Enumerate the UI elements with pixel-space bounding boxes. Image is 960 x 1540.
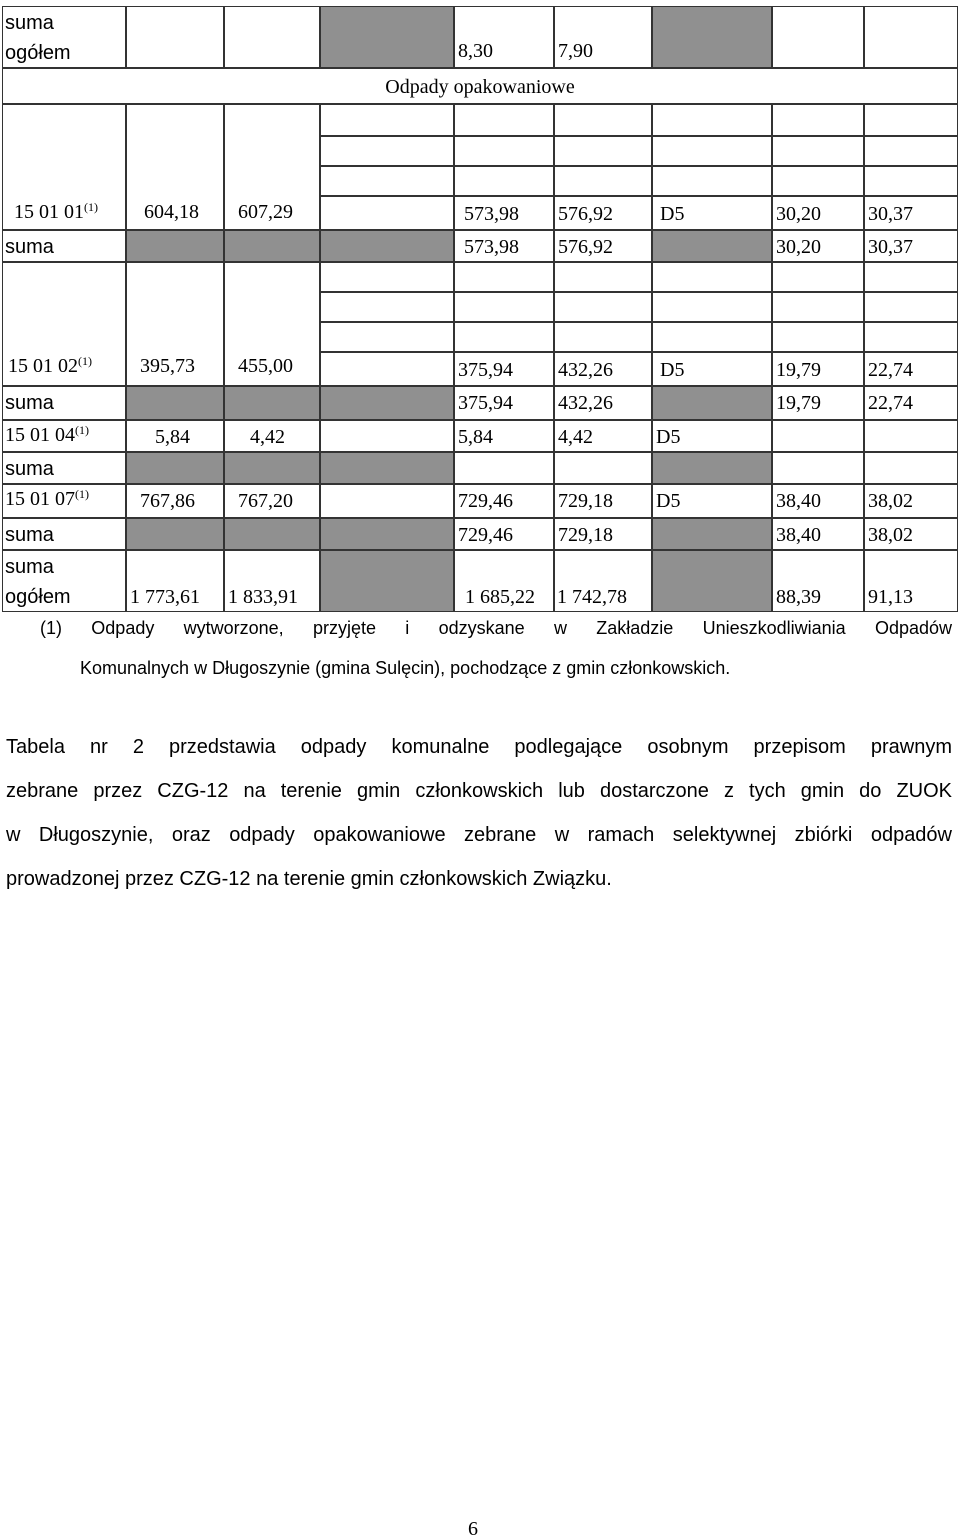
table-value: 4,42 — [558, 426, 593, 448]
table-cell — [454, 292, 554, 322]
table-cell — [454, 322, 554, 352]
table-cell — [320, 352, 454, 386]
paragraph-line: prowadzonej przez CZG-12 na terenie gmin członkowskich Związku. — [6, 868, 612, 890]
table-value: 30,37 — [868, 236, 913, 258]
table-cell — [772, 6, 864, 68]
table-value: 767,86 — [140, 490, 195, 512]
table-cell — [126, 6, 224, 68]
paragraph-line: w Długoszynie, oraz odpady opakowaniowe zebrane w ramach selektywnej zbiórki odpadów — [6, 824, 952, 846]
waste-code: 15 01 01$^{(1)}$ — [14, 200, 98, 223]
table-value: 395,73 — [140, 355, 195, 377]
footnote-line: Komunalnych w Długoszynie (gmina Sulęcin), pochodzące z gmin członkowskich. — [80, 658, 731, 678]
table-cell — [320, 166, 454, 196]
table-cell-shaded — [652, 518, 772, 550]
table-value: 573,98 — [464, 236, 519, 258]
table-cell — [320, 484, 454, 518]
summary-value: 1 773,61 — [130, 586, 200, 608]
table-cell — [320, 292, 454, 322]
table-cell-shaded — [652, 550, 772, 612]
table-value: 4,42 — [250, 426, 285, 448]
table-value: 573,98 — [464, 203, 519, 225]
summary-label-ogolem: ogółem — [5, 586, 71, 608]
table-value: D5 — [660, 203, 685, 225]
table-cell-shaded — [320, 518, 454, 550]
table-cell — [554, 262, 652, 292]
footnote-line: (1) Odpady wytworzone, przyjęte i odzyskane w Zakładzie Unieszkodliwiania Odpadów — [40, 618, 952, 638]
summary-value: 8,30 — [458, 40, 493, 62]
table-value: 19,79 — [776, 359, 821, 381]
table-value: 455,00 — [238, 355, 293, 377]
table-value: 729,46 — [458, 524, 513, 546]
summary-label-suma: suma — [5, 12, 54, 34]
table-cell — [864, 262, 958, 292]
table-cell-shaded — [224, 230, 320, 262]
table-cell — [864, 166, 958, 196]
section-title: Odpady opakowaniowe — [385, 76, 575, 98]
waste-code: 15 01 02$^{(1)}$ — [8, 354, 92, 377]
summary-value: 7,90 — [558, 40, 593, 62]
table-cell-shaded — [224, 518, 320, 550]
table-value: 432,26 — [558, 359, 613, 381]
waste-code: 15 01 07$^{(1)}$ — [5, 487, 89, 510]
table-cell — [454, 166, 554, 196]
table-cell-shaded — [224, 452, 320, 484]
table-value: D5 — [656, 426, 681, 448]
table-cell — [320, 420, 454, 452]
table-cell-shaded — [126, 518, 224, 550]
table-value: 22,74 — [868, 392, 913, 414]
table-cell — [772, 322, 864, 352]
table-cell — [320, 104, 454, 136]
table-cell-shaded — [652, 452, 772, 484]
page-number: 6 — [468, 1518, 478, 1540]
table-cell-shaded — [320, 452, 454, 484]
summary-value: 1 685,22 — [465, 586, 535, 608]
table-cell — [224, 6, 320, 68]
table-cell — [320, 262, 454, 292]
table-value: 432,26 — [558, 392, 613, 414]
table-value: 5,84 — [458, 426, 493, 448]
table-value: 375,94 — [458, 392, 513, 414]
table-cell-shaded — [320, 230, 454, 262]
table-value: 5,84 — [155, 426, 190, 448]
table-cell — [652, 136, 772, 166]
table-cell — [772, 292, 864, 322]
table-cell — [454, 262, 554, 292]
table-cell-shaded — [224, 386, 320, 420]
table-cell — [772, 452, 864, 484]
table-value: 576,92 — [558, 203, 613, 225]
table-cell-shaded — [652, 386, 772, 420]
summary-label-ogolem: ogółem — [5, 42, 71, 64]
summary-value: 1 833,91 — [228, 586, 298, 608]
table-value: 729,18 — [558, 524, 613, 546]
table-cell — [554, 322, 652, 352]
table-value: 576,92 — [558, 236, 613, 258]
table-cell-shaded — [652, 6, 772, 68]
table-cell — [772, 420, 864, 452]
table-value: 22,74 — [868, 359, 913, 381]
paragraph-line: zebrane przez CZG-12 na terenie gmin członkowskich lub dostarczone z tych gmin do ZUOK — [6, 780, 952, 802]
table-cell — [772, 262, 864, 292]
table-cell-shaded — [320, 386, 454, 420]
table-cell-shaded — [126, 230, 224, 262]
waste-code: 15 01 04$^{(1)}$ — [5, 423, 89, 446]
summary-value: 88,39 — [776, 586, 821, 608]
table-cell — [320, 322, 454, 352]
table-value: 375,94 — [458, 359, 513, 381]
table-value: D5 — [656, 490, 681, 512]
table-value: 729,46 — [458, 490, 513, 512]
table-cell — [454, 136, 554, 166]
table-cell — [652, 322, 772, 352]
table-value: 38,40 — [776, 524, 821, 546]
table-value: 38,02 — [868, 524, 913, 546]
table-cell — [864, 136, 958, 166]
summary-value: 1 742,78 — [557, 586, 627, 608]
table-cell — [864, 420, 958, 452]
table-cell — [772, 166, 864, 196]
table-value: 607,29 — [238, 201, 293, 223]
summary-label-suma: suma — [5, 556, 54, 578]
table-value: 19,79 — [776, 392, 821, 414]
table-cell — [864, 6, 958, 68]
table-cell — [772, 104, 864, 136]
footnote-marker: (1) — [78, 354, 92, 368]
footnote-marker: (1) — [75, 423, 89, 437]
table-value: 38,02 — [868, 490, 913, 512]
table-cell — [320, 196, 454, 230]
table-cell — [772, 136, 864, 166]
table-cell-shaded — [126, 452, 224, 484]
table-cell — [554, 166, 652, 196]
table-value: 729,18 — [558, 490, 613, 512]
row-label-suma: suma — [5, 458, 54, 480]
table-cell — [454, 452, 554, 484]
table-cell — [554, 104, 652, 136]
table-cell — [864, 104, 958, 136]
table-cell — [320, 136, 454, 166]
table-cell — [652, 292, 772, 322]
table-cell — [652, 166, 772, 196]
row-label-suma: suma — [5, 524, 54, 546]
table-cell — [864, 292, 958, 322]
table-value: 604,18 — [144, 201, 199, 223]
table-value: 30,20 — [776, 203, 821, 225]
paragraph-line: Tabela nr 2 przedstawia odpady komunalne podlegające osobnym przepisom prawnym — [6, 736, 952, 758]
waste-table — [0, 0, 960, 612]
row-label-suma: suma — [5, 236, 54, 258]
summary-value: 91,13 — [868, 586, 913, 608]
table-cell-shaded — [320, 6, 454, 68]
footnote-marker: (1) — [84, 200, 98, 214]
table-cell — [454, 104, 554, 136]
table-cell — [864, 322, 958, 352]
footnote-marker: (1) — [75, 487, 89, 501]
table-cell — [554, 136, 652, 166]
table-cell — [554, 452, 652, 484]
table-value: 30,20 — [776, 236, 821, 258]
table-cell-shaded — [320, 550, 454, 612]
table-value: 767,20 — [238, 490, 293, 512]
table-value: D5 — [660, 359, 685, 381]
row-label-suma: suma — [5, 392, 54, 414]
table-cell-shaded — [652, 230, 772, 262]
table-value: 38,40 — [776, 490, 821, 512]
table-value: 30,37 — [868, 203, 913, 225]
table-cell — [554, 292, 652, 322]
table-cell — [652, 104, 772, 136]
table-cell-shaded — [126, 386, 224, 420]
table-cell — [864, 452, 958, 484]
table-cell — [652, 262, 772, 292]
